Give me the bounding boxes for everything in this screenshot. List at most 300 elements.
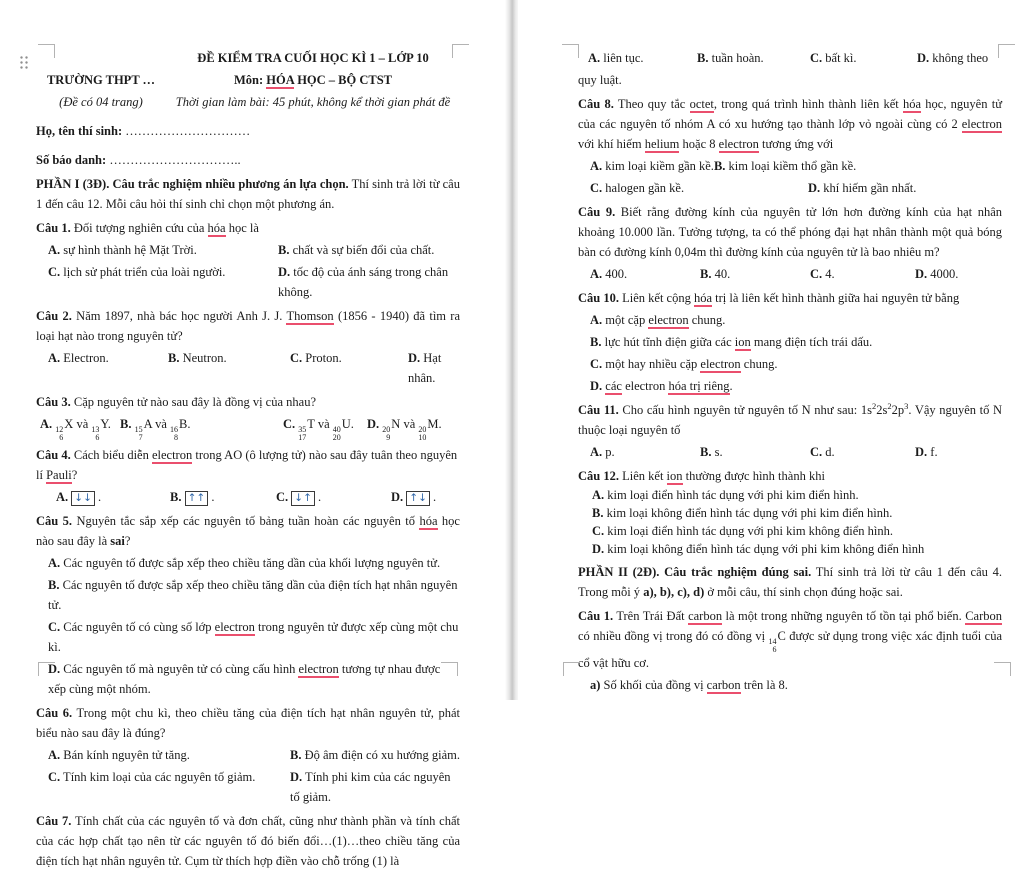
text-run: trị là liên kết hình thành giữa hai nguyên tử bằng xyxy=(712,291,960,305)
statement-a xyxy=(578,675,1002,695)
orbital-box-icon: ↑↓ xyxy=(406,491,430,506)
row-cell xyxy=(915,264,1002,284)
document-page-right xyxy=(518,0,1029,700)
option xyxy=(578,310,1002,330)
option xyxy=(578,504,1002,522)
option-row xyxy=(578,178,1002,198)
text-run: ĐỀ KIỂM TRA CUỐI HỌC KÌ 1 – LỚP 10 xyxy=(197,51,429,65)
text-run: D. xyxy=(808,181,821,195)
orbital-box-icon: ↓↓ xyxy=(71,491,95,506)
text-run: helium xyxy=(644,137,680,151)
element-symbol: A xyxy=(143,417,152,431)
question-6 xyxy=(36,703,460,743)
text-run: Câu 3. xyxy=(36,395,71,409)
mass-atomic-numbers: 20 9 xyxy=(382,425,391,442)
text-run: và xyxy=(314,417,333,431)
mass-atomic-numbers: 12 6 xyxy=(55,425,64,442)
row-cell xyxy=(120,414,283,441)
text-run: ở mỗi câu, thí sinh chọn đúng hoặc sai. xyxy=(704,585,903,599)
row-cell xyxy=(697,48,810,68)
margin-crop-mark xyxy=(38,662,55,676)
text-run: trên là 8. xyxy=(740,678,788,692)
isotope-notation xyxy=(768,629,786,654)
question-8 xyxy=(578,94,1002,154)
text-run: các xyxy=(605,379,622,393)
text-run: (1856 - 1940) đã tìm ra loại hạt nào trong nguyên tử? xyxy=(36,309,460,343)
question-5 xyxy=(36,511,460,551)
text-run: . xyxy=(429,490,437,504)
option xyxy=(578,354,1002,374)
text-run: sự hình thành hệ Mặt Trời. xyxy=(60,243,197,257)
question-11 xyxy=(578,400,1002,440)
row-cell xyxy=(166,92,460,112)
text-run: electron xyxy=(648,313,689,327)
text-run: A. xyxy=(590,313,603,327)
text-run: . xyxy=(94,490,102,504)
mass-atomic-numbers: 40 20 xyxy=(332,425,341,442)
row-cell xyxy=(56,487,170,507)
row-cell xyxy=(40,414,120,441)
text-run: C. xyxy=(810,267,823,281)
text-run: s. xyxy=(711,445,723,459)
superscript: 2 xyxy=(871,400,877,411)
text-run: Thomson xyxy=(286,309,334,323)
row-cell xyxy=(290,767,460,807)
text-run: C. xyxy=(276,490,292,504)
text-run: . xyxy=(729,379,733,393)
text-run: C. xyxy=(48,770,61,784)
student-id-field xyxy=(36,150,460,170)
margin-crop-mark xyxy=(563,662,580,676)
text-run: kim loại điển hình tác dụng với phi kim điển hình. xyxy=(604,488,859,502)
text-run: electron xyxy=(961,117,1002,131)
text-run: d. xyxy=(822,445,835,459)
text-run: D. xyxy=(391,490,407,504)
isotope-notation xyxy=(134,417,152,442)
text-run: Thí sinh trả lời từ câu 1 đến câu 12. Mỗi câu hỏi thí sinh chỉ chọn một phương án. xyxy=(36,177,460,211)
text-run: f. xyxy=(927,445,938,459)
part2-question-1 xyxy=(578,606,1002,673)
text-run: quy luật. xyxy=(578,73,622,87)
text-run: học, nguyên tử của các nguyên tố nhóm A có xu hướng tạo thành lớp vỏ ngoài cùng có 2 xyxy=(578,97,1002,131)
row-cell xyxy=(36,70,166,90)
margin-crop-mark xyxy=(38,44,55,58)
text-run: kim loại kiềm gần kề. xyxy=(602,159,714,173)
margin-crop-mark xyxy=(562,44,579,58)
element-symbol: N xyxy=(391,417,401,431)
text-run: Các nguyên tố được sắp xếp theo chiều tăng dần của khối lượng nguyên tử. xyxy=(60,556,441,570)
margin-crop-mark xyxy=(452,44,469,58)
text-run: C. xyxy=(590,357,603,371)
text-run: B. xyxy=(120,417,135,431)
text-run: với khí hiếm xyxy=(578,137,645,151)
orbital-box-icon: ↓↑ xyxy=(291,491,315,506)
text-run: A. xyxy=(48,351,61,365)
text-run: lực hút tĩnh điện giữa các xyxy=(601,335,735,349)
text-run: C. xyxy=(48,620,61,634)
row-cell xyxy=(36,48,166,68)
text-run: a), b), c), d) xyxy=(643,585,705,599)
option-row xyxy=(36,487,460,507)
isotope-notation xyxy=(170,417,188,442)
text-run: chung. xyxy=(740,357,778,371)
text-run: (Đề có 04 trang) xyxy=(59,95,143,109)
isotope-notation xyxy=(332,417,351,442)
text-run: D. xyxy=(590,379,603,393)
superscript: 3 xyxy=(904,400,909,411)
row-cell xyxy=(48,745,290,765)
option xyxy=(36,553,460,573)
text-run: Pauli xyxy=(46,468,72,482)
text-run: D. xyxy=(915,267,928,281)
text-run: bất kì. xyxy=(822,51,857,65)
text-run: Thời gian làm bài: 45 phút, không kể thời gian phát đề xyxy=(175,95,451,109)
row-cell xyxy=(36,92,166,112)
text-run: Số báo danh: xyxy=(36,153,107,167)
row-cell xyxy=(278,262,460,302)
text-run: Liên kết cộng xyxy=(618,291,694,305)
text-run: C. xyxy=(283,417,299,431)
text-run: Hạt nhân. xyxy=(408,351,442,385)
text-run: D. xyxy=(408,351,421,365)
text-run: A. xyxy=(590,445,603,459)
isotope-notation xyxy=(418,417,439,442)
option xyxy=(578,540,1002,558)
text-run: . xyxy=(107,417,111,431)
text-run: 2p xyxy=(891,403,905,417)
text-run: Các nguyên tố mà nguyên tử có cùng cấu hình xyxy=(60,662,299,676)
question-1 xyxy=(36,218,460,238)
text-run: p. xyxy=(602,445,615,459)
row-cell xyxy=(714,156,1002,176)
row-cell xyxy=(588,48,697,68)
text-run: D. xyxy=(917,51,930,65)
option-row xyxy=(578,264,1002,284)
text-run: kim loại điển hình tác dụng với phi kim không điển hình. xyxy=(604,524,894,538)
text-run: HÓA xyxy=(266,73,295,87)
text-run: D. xyxy=(367,417,383,431)
text-run: Câu 1. xyxy=(578,609,614,623)
element-symbol: M xyxy=(427,417,439,431)
text-run: và xyxy=(151,417,170,431)
text-run: electron xyxy=(718,137,759,151)
option-row xyxy=(36,348,460,388)
text-run: Electron. xyxy=(60,351,109,365)
text-run: Thí sinh trả lời từ câu 1 đến câu 4. Trong mỗi ý xyxy=(578,565,1003,599)
option-row xyxy=(578,442,1002,462)
text-run: và xyxy=(73,417,92,431)
text-run: Câu 4. xyxy=(36,448,71,462)
text-run: Bán kính nguyên tử tăng. xyxy=(60,748,190,762)
student-name-field xyxy=(36,121,460,141)
mass-atomic-numbers: 16 8 xyxy=(170,425,178,442)
text-run: hoặc 8 xyxy=(679,137,719,151)
text-run: ion xyxy=(734,335,751,349)
text-run: sai xyxy=(110,534,125,548)
text-run: mang điện tích trái dấu. xyxy=(750,335,873,349)
text-run: halogen gần kề. xyxy=(602,181,685,195)
text-run: Câu 1. xyxy=(36,221,71,235)
margin-crop-mark xyxy=(994,662,1011,676)
text-run: C. xyxy=(290,351,303,365)
text-run: B. xyxy=(700,267,712,281)
row-cell xyxy=(170,487,276,507)
mass-atomic-numbers: 20 10 xyxy=(418,425,427,442)
text-run: D. xyxy=(915,445,928,459)
text-run: Câu 2. xyxy=(36,309,72,323)
row-cell xyxy=(915,442,1002,462)
row-cell xyxy=(48,240,278,260)
text-run: hóa xyxy=(419,514,438,528)
text-run: tương ứng với xyxy=(758,137,834,151)
option xyxy=(36,617,460,657)
text-run: B. xyxy=(290,748,302,762)
row-cell xyxy=(166,48,460,68)
row-cell xyxy=(590,264,700,284)
row-cell xyxy=(278,240,460,260)
text-run: electron xyxy=(621,379,669,393)
element-symbol: U xyxy=(341,417,351,431)
text-run: Nguyên tắc sắp xếp các nguyên tố bảng tuần hoàn các nguyên tố xyxy=(72,514,420,528)
text-run: là một trong những nguyên tố tồn tại phổ biến. xyxy=(722,609,966,623)
text-run: A. xyxy=(56,490,72,504)
text-run: liên tục. xyxy=(600,51,644,65)
drag-handle-icon[interactable] xyxy=(19,55,29,70)
text-run: A. xyxy=(590,267,603,281)
element-symbol: B xyxy=(179,417,188,431)
exam-header-row-3 xyxy=(36,92,460,112)
text-run: Độ âm điện có xu hướng giảm. xyxy=(301,748,460,762)
text-run: D. xyxy=(290,770,303,784)
text-run: B. xyxy=(713,159,726,173)
isotope-notation xyxy=(382,417,401,442)
row-cell xyxy=(48,767,290,807)
row-cell xyxy=(590,178,808,198)
text-run: Các nguyên tố có cùng số lớp xyxy=(60,620,215,634)
row-cell xyxy=(48,348,168,388)
text-run: Họ, tên thí sinh: xyxy=(36,124,123,138)
text-run: trong nguyên tử được xếp cùng một chu kì. xyxy=(48,620,459,654)
text-run: Cặp nguyên tử nào sau đây là đồng vị của nhau? xyxy=(70,395,316,409)
text-run: học nào sau đây là xyxy=(36,514,460,548)
text-run: thường được hình thành khi xyxy=(682,469,825,483)
option-row xyxy=(36,745,460,765)
text-run: hóa xyxy=(902,97,922,111)
option-continuation xyxy=(578,70,1002,90)
row-cell xyxy=(408,348,460,388)
text-run: B. xyxy=(590,335,602,349)
text-run: . xyxy=(314,490,322,504)
text-run: electron xyxy=(151,448,193,462)
isotope-notation xyxy=(298,417,315,442)
text-run: có nhiều đồng vị trong đó có đồng vị xyxy=(578,629,769,643)
text-run: Năm 1897, nhà bác học người Anh J. J. xyxy=(71,309,287,323)
text-run: Cho cấu hình nguyên tử nguyên tố N như sau: 1s xyxy=(618,403,872,417)
text-run: Câu 7. xyxy=(36,814,72,828)
text-run: hóa xyxy=(207,221,226,235)
text-run: tốc độ của ánh sáng trong chân không. xyxy=(278,265,449,299)
text-run: 2s xyxy=(876,403,888,417)
text-run: kim loại không điển hình tác dụng với phi kim không điển hình xyxy=(604,542,925,556)
text-run: A. xyxy=(40,417,56,431)
text-run: hóa trị riêng xyxy=(668,379,730,393)
text-run: C. xyxy=(48,265,61,279)
text-run: Câu 12. xyxy=(578,469,619,483)
page-left-content xyxy=(36,46,460,871)
text-run: electron xyxy=(298,662,339,676)
text-run: chất và sự biến đổi của chất. xyxy=(289,243,435,257)
text-run: tuần hoàn. xyxy=(708,51,764,65)
text-run: tương tự nhau được xếp cùng một nhóm. xyxy=(48,662,441,696)
text-run: carbon xyxy=(688,609,723,623)
text-run: học là xyxy=(225,221,259,235)
text-run: C. xyxy=(810,51,823,65)
row-cell xyxy=(810,264,915,284)
option-row xyxy=(578,48,1002,68)
option xyxy=(36,659,460,699)
margin-crop-mark xyxy=(998,44,1015,58)
element-symbol: Y xyxy=(100,417,108,431)
orbital-box-icon: ↑↑ xyxy=(185,491,209,506)
question-2 xyxy=(36,306,460,346)
text-run: carbon xyxy=(706,678,741,692)
text-run: một hay nhiều cặp xyxy=(602,357,701,371)
text-run: Proton. xyxy=(302,351,342,365)
text-run: , trong quá trình hình thành liên kết xyxy=(713,97,903,111)
text-run: Tính phi kim của các nguyên tố giảm. xyxy=(290,770,451,804)
question-4 xyxy=(36,445,460,485)
text-run: Trên Trái Đất xyxy=(613,609,689,623)
row-cell xyxy=(290,745,460,765)
text-run: Liên kết xyxy=(618,469,667,483)
text-run: Tính chất của các nguyên tố và đơn chất, cũng như thành phần và tính chất của các hợp chất tạo nên từ các nguyên tố đó biến đổi…(1)…theo chiều tăng của điện tích hạt nhân nguyên tử. Cụm từ thích hợp điền vào chỗ trống (1) là xyxy=(36,814,460,868)
option-row xyxy=(36,262,460,302)
text-run: Môn: xyxy=(233,73,267,87)
text-run: D. xyxy=(48,662,61,676)
text-run: C. xyxy=(590,181,603,195)
text-run: Đối tượng nghiên cứu của xyxy=(70,221,208,235)
text-run: 400. xyxy=(602,267,628,281)
question-10 xyxy=(578,288,1002,308)
text-run: Câu 11. xyxy=(578,403,619,417)
row-cell xyxy=(810,442,915,462)
text-run: B. xyxy=(168,351,180,365)
text-run: Câu 8. xyxy=(578,97,614,111)
row-cell xyxy=(917,48,1002,68)
row-cell xyxy=(810,48,917,68)
superscript: 2 xyxy=(887,400,892,411)
option-row xyxy=(36,767,460,807)
text-run: B. xyxy=(170,490,185,504)
text-run: Theo quy tắc xyxy=(613,97,690,111)
text-run: PHẦN I (3Đ). Câu trắc nghiệm nhiều phương án lựa chọn. xyxy=(36,177,349,191)
text-run: Số khối của đồng vị xyxy=(600,678,707,692)
text-run: . xyxy=(187,417,191,431)
text-run: Biết rằng đường kính của nguyên tử lớn hơn đường kính của hạt nhân khoảng 10.000 lần. Tưởng tượng, ta có thể phóng đại hạt nhân thành một quả bóng bàn có đường kính 0,04m thì đường kính của nguyên tử là bao nhiêu m? xyxy=(578,205,1002,259)
isotope-notation xyxy=(91,417,108,442)
row-cell xyxy=(283,414,367,441)
text-run: . xyxy=(208,490,215,504)
row-cell xyxy=(367,414,460,441)
text-run: ………………………… xyxy=(122,124,251,138)
exam-header-row-2 xyxy=(36,70,460,90)
text-run: một cặp xyxy=(602,313,649,327)
row-cell xyxy=(590,442,700,462)
text-run: Câu 5. xyxy=(36,514,73,528)
text-run: Câu 6. xyxy=(36,706,73,720)
part1-instructions xyxy=(36,174,460,214)
option xyxy=(578,486,1002,504)
text-run: A. xyxy=(592,488,605,502)
row-cell xyxy=(290,348,408,388)
question-3 xyxy=(36,392,460,412)
text-run: ? xyxy=(71,468,78,482)
question-12 xyxy=(578,466,1002,486)
text-run: B. xyxy=(592,506,604,520)
text-run: TRƯỜNG THPT … xyxy=(46,73,156,87)
text-run: . xyxy=(350,417,354,431)
text-run: HỌC – BỘ CTST xyxy=(294,73,393,87)
text-run: A. xyxy=(48,556,61,570)
row-cell xyxy=(700,264,810,284)
text-run: ? xyxy=(124,534,131,548)
element-symbol: C xyxy=(777,629,786,643)
text-run: kim loại không điển hình tác dụng với phi kim điển hình. xyxy=(603,506,893,520)
text-run: 4. xyxy=(822,267,835,281)
text-run: A. xyxy=(590,159,603,173)
element-symbol: T xyxy=(307,417,315,431)
isotope-notation xyxy=(55,417,74,442)
text-run: A. xyxy=(588,51,601,65)
text-run: C. xyxy=(810,445,823,459)
text-run: không theo xyxy=(929,51,989,65)
row-cell xyxy=(700,442,810,462)
text-run: ………………………….. xyxy=(106,153,241,167)
exam-header-row-1 xyxy=(36,48,460,68)
text-run: Trong một chu kì, theo chiều tăng của điện tích hạt nhân nguyên tử, phát biểu nào sau đây là đúng? xyxy=(36,706,460,740)
text-run: trong AO (ô lượng tử) nào sau đây tuân theo nguyên lí xyxy=(36,448,458,482)
row-cell xyxy=(808,178,1002,198)
text-run: electron xyxy=(700,357,741,371)
text-run: B. xyxy=(700,445,712,459)
text-run: Câu 10. xyxy=(578,291,619,305)
document-page-left xyxy=(0,0,508,868)
option xyxy=(578,376,1002,396)
mass-atomic-numbers: 14 6 xyxy=(768,637,777,654)
option-row xyxy=(36,240,460,260)
mass-atomic-numbers: 13 6 xyxy=(91,425,100,442)
text-run: D. xyxy=(278,265,291,279)
text-run: lịch sử phát triển của loài người. xyxy=(60,265,226,279)
text-run: Câu 9. xyxy=(578,205,616,219)
text-run: Các nguyên tố được sắp xếp theo chiều tăng dần của điện tích hạt nhân nguyên tử. xyxy=(48,578,458,612)
text-run: 40. xyxy=(711,267,731,281)
option-row xyxy=(578,156,1002,176)
text-run: chung. xyxy=(688,313,726,327)
margin-crop-mark xyxy=(441,662,458,676)
text-run: PHẦN II (2Đ). Câu trắc nghiệm đúng sai. xyxy=(578,565,812,579)
option xyxy=(36,575,460,615)
text-run: octet xyxy=(689,97,714,111)
text-run: được sử dụng trong việc xác định tuổi của cổ vật hữu cơ. xyxy=(578,629,1002,670)
part2-instructions xyxy=(578,562,1002,602)
row-cell xyxy=(276,487,391,507)
row-cell xyxy=(590,156,714,176)
text-run: 4000. xyxy=(927,267,959,281)
text-run: và xyxy=(400,417,419,431)
text-run: B. xyxy=(278,243,290,257)
mass-atomic-numbers: 15 7 xyxy=(134,425,143,442)
